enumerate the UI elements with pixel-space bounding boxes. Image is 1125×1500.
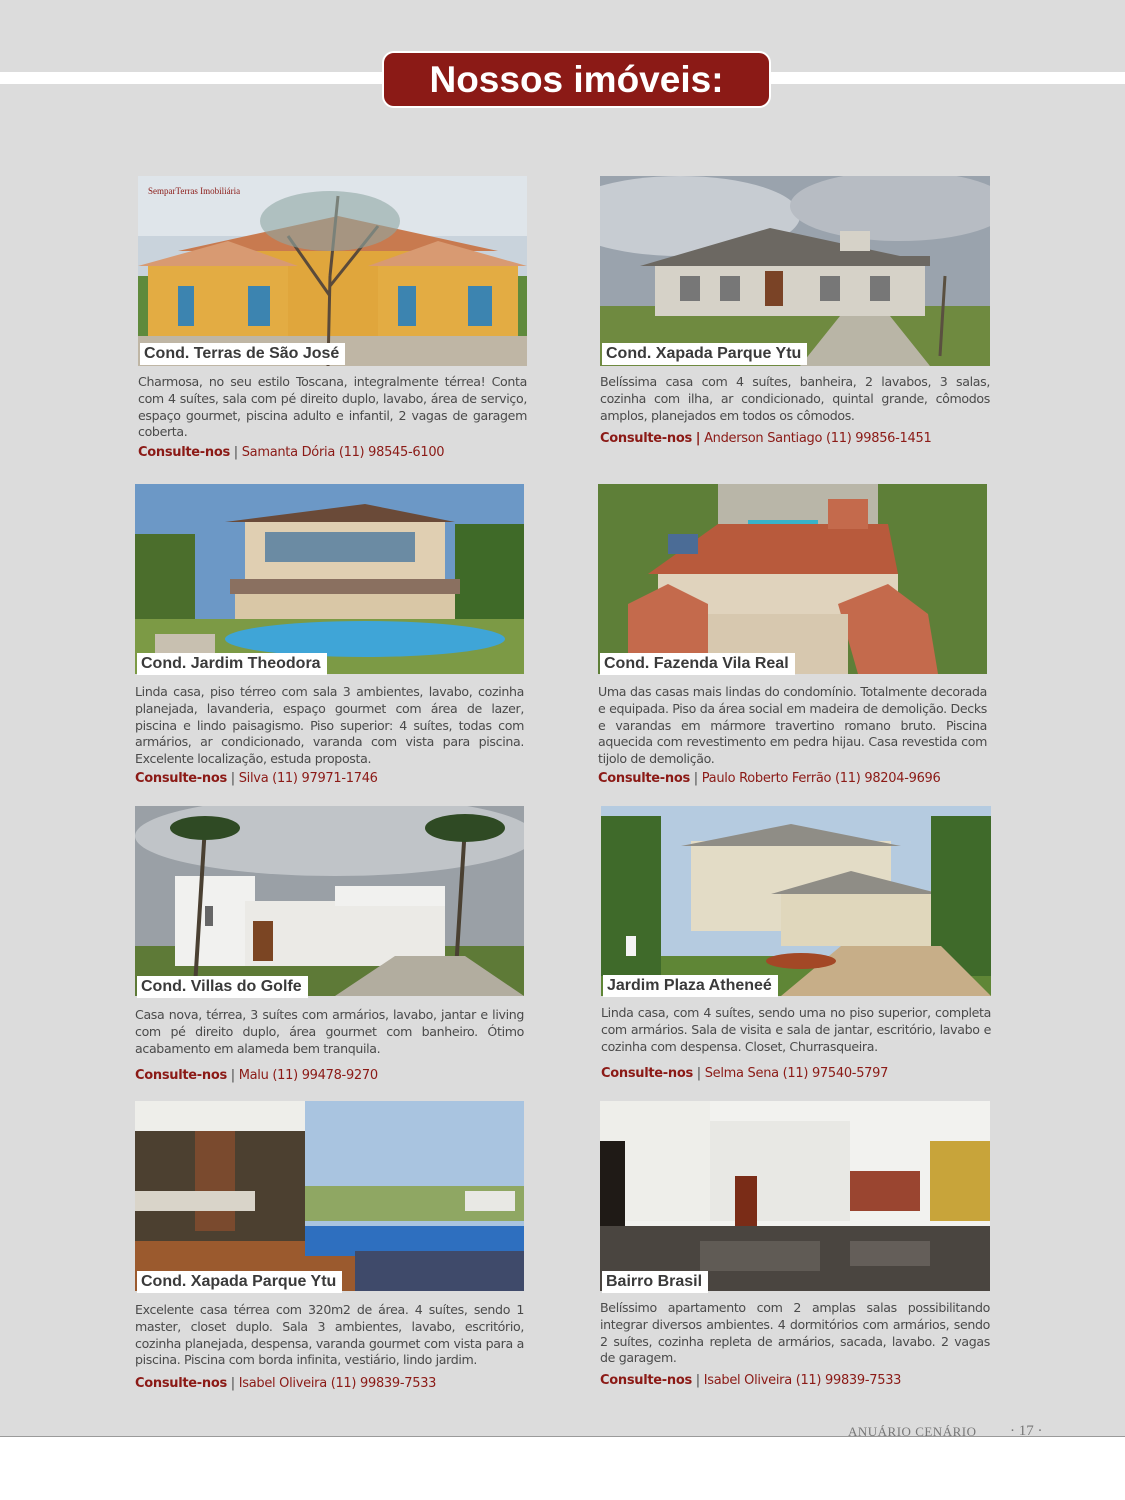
property-description: Casa nova, térrea, 3 suítes com armários, lavabo, jantar e living com pé direito duplo, área gourmet com banheiro. Ótimo acabamento em alameda bem tranquila.	[135, 1007, 524, 1056]
property-label: Jardim Plaza Atheneé	[603, 975, 778, 997]
photo-watermark: SemparTerras Imobiliária	[148, 186, 241, 196]
property-description: Belíssimo apartamento com 2 amplas salas possibilitando integrar diversos ambientes. 4 dormitórios com armários, sendo 2 suítes, cozinha repleta de armários, sacada, lavabo. 2 vagas de garagem.	[600, 1300, 990, 1366]
property-description: Linda casa, com 4 suítes, sendo uma no piso superior, completa com armários. Sala de visita e sala de jantar, escritório, lavabo e cozinha com despensa. Closet, Churrasqueira.	[601, 1005, 991, 1054]
property-photo	[598, 484, 987, 674]
consult-link[interactable]: Consulte-nos	[601, 1066, 693, 1081]
property-label: Cond. Jardim Theodora	[137, 653, 327, 675]
consult-link[interactable]: Consulte-nos	[138, 445, 230, 460]
consult-link[interactable]: Consulte-nos	[598, 771, 690, 786]
property-label: Cond. Xapada Parque Ytu	[137, 1271, 342, 1293]
property-description: Charmosa, no seu estilo Toscana, integralmente térrea! Conta com 4 suítes, sala com pé direito duplo, lavabo, área de serviço, espaço gourmet, piscina adulto e infantil, 2 vagas de garagem coberta.	[138, 374, 527, 440]
property-photo	[138, 176, 527, 366]
property-label: Bairro Brasil	[602, 1271, 708, 1293]
page-title: Nossos imóveis:	[382, 51, 771, 108]
property-photo	[600, 1101, 990, 1291]
contact-info: Samanta Dória (11) 98545-6100	[241, 445, 445, 460]
property-description: Belíssima casa com 4 suítes, banheira, 2 lavabos, 3 salas, cozinha com ilha, ar condicionado, quintal grande, cômodos amplos, planejados em todos os cômodos.	[600, 374, 990, 423]
publication-name: ANUÁRIO CENÁRIO	[848, 1424, 977, 1439]
property-contact: Consulte-nos | Anderson Santiago (11) 99856-1451	[600, 431, 932, 446]
contact-info: Selma Sena (11) 97540-5797	[704, 1066, 889, 1081]
consult-link[interactable]: Consulte-nos	[135, 1376, 227, 1391]
property-contact: Consulte-nos | Silva (11) 97971-1746	[135, 771, 378, 786]
consult-link[interactable]: Consulte-nos	[135, 1068, 227, 1083]
property-contact: Consulte-nos | Paulo Roberto Ferrão (11) 98204-9696	[598, 771, 941, 786]
property-label: Cond. Terras de São José	[140, 343, 345, 365]
property-label: Cond. Xapada Parque Ytu	[602, 343, 807, 365]
consult-link[interactable]: Consulte-nos	[135, 771, 227, 786]
contact-info: Anderson Santiago (11) 99856-1451	[704, 431, 932, 446]
property-description: Linda casa, piso térreo com sala 3 ambientes, lavabo, cozinha planejada, lavanderia, espaço gourmet com área de lazer, piscina e lindo paisagismo. Piso superior: 4 suítes, todas com armários, ar condicionado, varanda com vista para piscina. Excelente localização, estuda proposta.	[135, 684, 524, 767]
property-label: Cond. Fazenda Vila Real	[600, 653, 795, 675]
contact-info: Isabel Oliveira (11) 99839-7533	[703, 1373, 902, 1388]
property-photo	[135, 1101, 524, 1291]
contact-info: Malu (11) 99478-9270	[238, 1068, 378, 1083]
contact-info: Isabel Oliveira (11) 99839-7533	[238, 1376, 437, 1391]
property-contact: Consulte-nos | Isabel Oliveira (11) 99839-7533	[600, 1373, 902, 1388]
property-contact: Consulte-nos | Selma Sena (11) 97540-5797	[601, 1066, 889, 1081]
contact-info: Paulo Roberto Ferrão (11) 98204-9696	[701, 771, 941, 786]
page-number: · 17 ·	[1010, 1423, 1043, 1439]
property-contact: Consulte-nos | Isabel Oliveira (11) 99839-7533	[135, 1376, 437, 1391]
property-photo	[135, 806, 524, 996]
property-description: Excelente casa térrea com 320m2 de área. 4 suítes, sendo 1 master, closet duplo. Sala 3 ambientes, lavabo, escritório, cozinha planejada, despensa, varanda gourmet com vista para a piscina. Piscina com borda infinita, vestiário, lindo jardim.	[135, 1302, 524, 1368]
property-photo	[601, 806, 991, 996]
consult-link[interactable]: Consulte-nos	[600, 431, 692, 446]
property-photo	[600, 176, 990, 366]
consult-link[interactable]: Consulte-nos	[600, 1373, 692, 1388]
property-contact: Consulte-nos | Samanta Dória (11) 98545-6100	[138, 445, 445, 460]
property-photo	[135, 484, 524, 674]
contact-info: Silva (11) 97971-1746	[238, 771, 378, 786]
property-contact: Consulte-nos | Malu (11) 99478-9270	[135, 1068, 378, 1083]
property-description: Uma das casas mais lindas do condomínio. Totalmente decorada e equipada. Piso da área social em madeira de demolição. Decks e varandas em mármore travertino romano bruto. Piscina aquecida com revestimento em pedra hijau. Casa revestida com tijolo de demolição.	[598, 684, 987, 767]
property-label: Cond. Villas do Golfe	[137, 976, 308, 998]
